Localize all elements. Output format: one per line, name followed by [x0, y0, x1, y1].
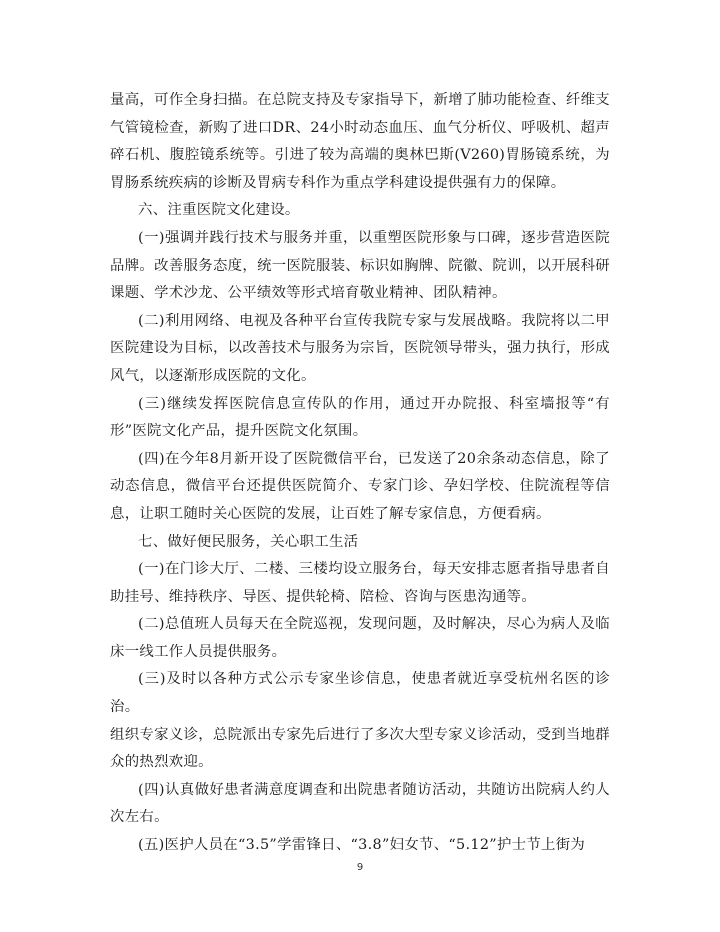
paragraph-culture-3: (三)继续发挥医院信息宣传队的作用，通过开办院报、科室墙报等“有形”医院文化产品，提升医院文化氛围。 — [110, 395, 610, 440]
paragraph-service-5: (五)医护人员在“3.5”学雷锋日、“3.8”妇女节、“5.12”护士节上街为 — [138, 837, 586, 854]
paragraph-culture-2: (二)利用网络、电视及各种平台宣传我院专家与发展战略。我院将以二甲医院建设为目标，以改善技术与服务为宗旨，医院领导带头，强力执行，形成风气，以逐渐形成医院的文化。 — [110, 312, 610, 384]
paragraph-service-4: (四)认真做好患者满意度调查和出院患者随访活动，共随访出院病人约人次左右。 — [110, 781, 610, 826]
paragraph-service-3-cont: 组织专家义诊，总院派出专家先后进行了多次大型专家义诊活动，受到当地群众的热烈欢迎。 — [110, 726, 610, 771]
page-body — [110, 87, 610, 860]
paragraph-culture-1: (一)强调并践行技术与服务并重，以重塑医院形象与口碑，逐步营造医院品牌。改善服务态度，统一医院服装、标识如胸牌、院徽、院训，以开展科研课题、学术沙龙、公平绩效等形式培育敬业精神、团队精神。 — [110, 229, 610, 302]
paragraph-service-1: (一)在门诊大厅、二楼、三楼均设立服务台，每天安排志愿者指导患者自助挂号、维持秩序、导医、提供轮椅、陪检、咨询与医患沟通等。 — [110, 561, 610, 605]
paragraph-service-2: (二)总值班人员每天在全院巡视，发现问题，及时解决，尽心为病人及临床一线工作人员提供服务。 — [110, 616, 610, 660]
page-number: 9 — [356, 862, 364, 873]
paragraph-culture-4: (四)在今年8月新开设了医院微信平台，已发送了20余条动态信息，除了动态信息，微信平台还提供医院简介、专家门诊、孕妇学校、住院流程等信息，让职工随时关心医院的发展，让百姓了解专家信息，方便看病。 — [110, 450, 610, 522]
paragraph-equipment: 量高，可作全身扫描。在总院支持及专家指导下，新增了肺功能检查、纤维支气管镜检查，新购了进口DR、24小时动态血压、血气分析仪、呼吸机、超声碎石机、腹腔镜系统等。引进了较为高端的奥林巴斯(V260)胃肠镜系统，为胃肠系统疾病的诊断及胃病专科作为重点学科建设提供强有力的保障。 — [110, 92, 610, 191]
paragraph-service-3: (三)及时以各种方式公示专家坐诊信息，使患者就近享受杭州名医的诊治。 — [110, 671, 610, 716]
section-heading-culture: 六、注重医院文化建设。 — [138, 202, 300, 219]
section-heading-service: 七、做好便民服务，关心职工生活 — [138, 533, 359, 550]
